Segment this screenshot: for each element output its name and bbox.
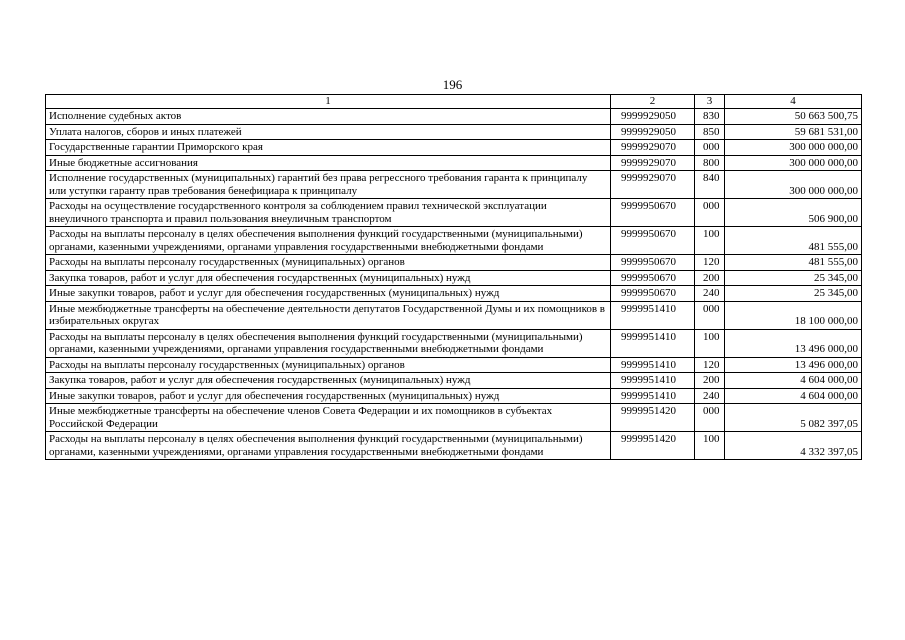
row-type-cell: 200 <box>695 270 725 286</box>
row-code-cell: 9999951410 <box>611 301 695 329</box>
row-amount-cell: 25 345,00 <box>725 286 862 302</box>
row-name-cell: Иные бюджетные ассигнования <box>46 155 611 171</box>
row-type-cell: 240 <box>695 286 725 302</box>
row-name-cell: Закупка товаров, работ и услуг для обеспечения государственных (муниципальных) нужд <box>46 373 611 389</box>
row-amount-cell: 50 663 500,75 <box>725 109 862 125</box>
row-type-cell: 000 <box>695 301 725 329</box>
row-type-cell: 120 <box>695 357 725 373</box>
row-name-cell: Исполнение государственных (муниципальных) гарантий без права регрессного требования гаранта к принципалу или уступки гаранту прав требования бенефициара к принципалу <box>46 171 611 199</box>
row-type-cell: 000 <box>695 199 725 227</box>
page-number: 196 <box>442 77 463 92</box>
table-row <box>46 227 862 255</box>
row-amount-cell: 4 604 000,00 <box>725 373 862 389</box>
row-name-cell: Иные закупки товаров, работ и услуг для обеспечения государственных (муниципальных) нужд <box>46 286 611 302</box>
row-name-cell: Расходы на выплаты персоналу в целях обеспечения выполнения функций государственными (муниципальными) органами, казенными учреждениями, органами управления государственными внебюджетными фондами <box>46 432 611 460</box>
row-code-cell: 9999951420 <box>611 432 695 460</box>
table-row <box>46 388 862 404</box>
row-code-cell: 9999951420 <box>611 404 695 432</box>
table-row <box>46 155 862 171</box>
row-type-cell: 840 <box>695 171 725 199</box>
row-code-cell: 9999929070 <box>611 155 695 171</box>
row-amount-cell: 13 496 000,00 <box>725 357 862 373</box>
column-header-code: 2 <box>611 95 695 109</box>
row-type-cell: 100 <box>695 227 725 255</box>
row-type-cell: 800 <box>695 155 725 171</box>
row-name-cell: Иные межбюджетные трансферты на обеспечение деятельности депутатов Государственной Думы и их помощников в избирательных округах <box>46 301 611 329</box>
row-code-cell: 9999951410 <box>611 373 695 389</box>
row-code-cell: 9999929050 <box>611 109 695 125</box>
row-type-cell: 000 <box>695 140 725 156</box>
row-code-cell: 9999950670 <box>611 199 695 227</box>
table-row <box>46 329 862 357</box>
table-row <box>46 357 862 373</box>
row-amount-cell: 13 496 000,00 <box>725 329 862 357</box>
table-row <box>46 109 862 125</box>
row-amount-cell: 59 681 531,00 <box>725 124 862 140</box>
row-name-cell: Исполнение судебных актов <box>46 109 611 125</box>
row-code-cell: 9999950670 <box>611 255 695 271</box>
table-row <box>46 171 862 199</box>
row-amount-cell: 5 082 397,05 <box>725 404 862 432</box>
table-row <box>46 286 862 302</box>
row-name-cell: Закупка товаров, работ и услуг для обеспечения государственных (муниципальных) нужд <box>46 270 611 286</box>
row-name-cell: Уплата налогов, сборов и иных платежей <box>46 124 611 140</box>
row-name-cell: Расходы на осуществление государственного контроля за соблюдением правил технической эксплуатации внеуличного транспорта и правил пользования внеуличным транспортом <box>46 199 611 227</box>
row-code-cell: 9999951410 <box>611 388 695 404</box>
table-row <box>46 404 862 432</box>
row-name-cell: Расходы на выплаты персоналу в целях обеспечения выполнения функций государственными (муниципальными) органами, казенными учреждениями, органами управления государственными внебюджетными фондами <box>46 329 611 357</box>
table-row <box>46 199 862 227</box>
row-code-cell: 9999950670 <box>611 227 695 255</box>
row-name-cell: Государственные гарантии Приморского края <box>46 140 611 156</box>
row-type-cell: 200 <box>695 373 725 389</box>
row-name-cell: Расходы на выплаты персоналу государственных (муниципальных) органов <box>46 255 611 271</box>
table-row <box>46 432 862 460</box>
row-code-cell: 9999951410 <box>611 329 695 357</box>
budget-table <box>45 94 862 460</box>
column-header-name: 1 <box>46 95 611 109</box>
row-type-cell: 830 <box>695 109 725 125</box>
row-amount-cell: 300 000 000,00 <box>725 171 862 199</box>
table-row <box>46 373 862 389</box>
table-header-row <box>46 95 862 109</box>
row-code-cell: 9999929070 <box>611 171 695 199</box>
row-amount-cell: 4 332 397,05 <box>725 432 862 460</box>
row-type-cell: 850 <box>695 124 725 140</box>
row-amount-cell: 506 900,00 <box>725 199 862 227</box>
column-header-amount: 4 <box>725 95 862 109</box>
row-code-cell: 9999951410 <box>611 357 695 373</box>
table-row <box>46 140 862 156</box>
row-type-cell: 100 <box>695 432 725 460</box>
row-amount-cell: 25 345,00 <box>725 270 862 286</box>
row-name-cell: Расходы на выплаты персоналу государственных (муниципальных) органов <box>46 357 611 373</box>
row-name-cell: Иные закупки товаров, работ и услуг для обеспечения государственных (муниципальных) нужд <box>46 388 611 404</box>
row-amount-cell: 300 000 000,00 <box>725 140 862 156</box>
row-type-cell: 120 <box>695 255 725 271</box>
row-amount-cell: 481 555,00 <box>725 255 862 271</box>
table-row <box>46 301 862 329</box>
row-code-cell: 9999950670 <box>611 270 695 286</box>
row-type-cell: 000 <box>695 404 725 432</box>
row-amount-cell: 18 100 000,00 <box>725 301 862 329</box>
table-row <box>46 270 862 286</box>
row-code-cell: 9999929050 <box>611 124 695 140</box>
row-type-cell: 240 <box>695 388 725 404</box>
table-row <box>46 124 862 140</box>
column-header-type: 3 <box>695 95 725 109</box>
row-type-cell: 100 <box>695 329 725 357</box>
row-amount-cell: 481 555,00 <box>725 227 862 255</box>
row-name-cell: Расходы на выплаты персоналу в целях обеспечения выполнения функций государственными (муниципальными) органами, казенными учреждениями, органами управления государственными внебюджетными фондами <box>46 227 611 255</box>
row-name-cell: Иные межбюджетные трансферты на обеспечение членов Совета Федерации и их помощников в субъектах Российской Федерации <box>46 404 611 432</box>
row-amount-cell: 300 000 000,00 <box>725 155 862 171</box>
row-code-cell: 9999929070 <box>611 140 695 156</box>
row-code-cell: 9999950670 <box>611 286 695 302</box>
table-row <box>46 255 862 271</box>
row-amount-cell: 4 604 000,00 <box>725 388 862 404</box>
